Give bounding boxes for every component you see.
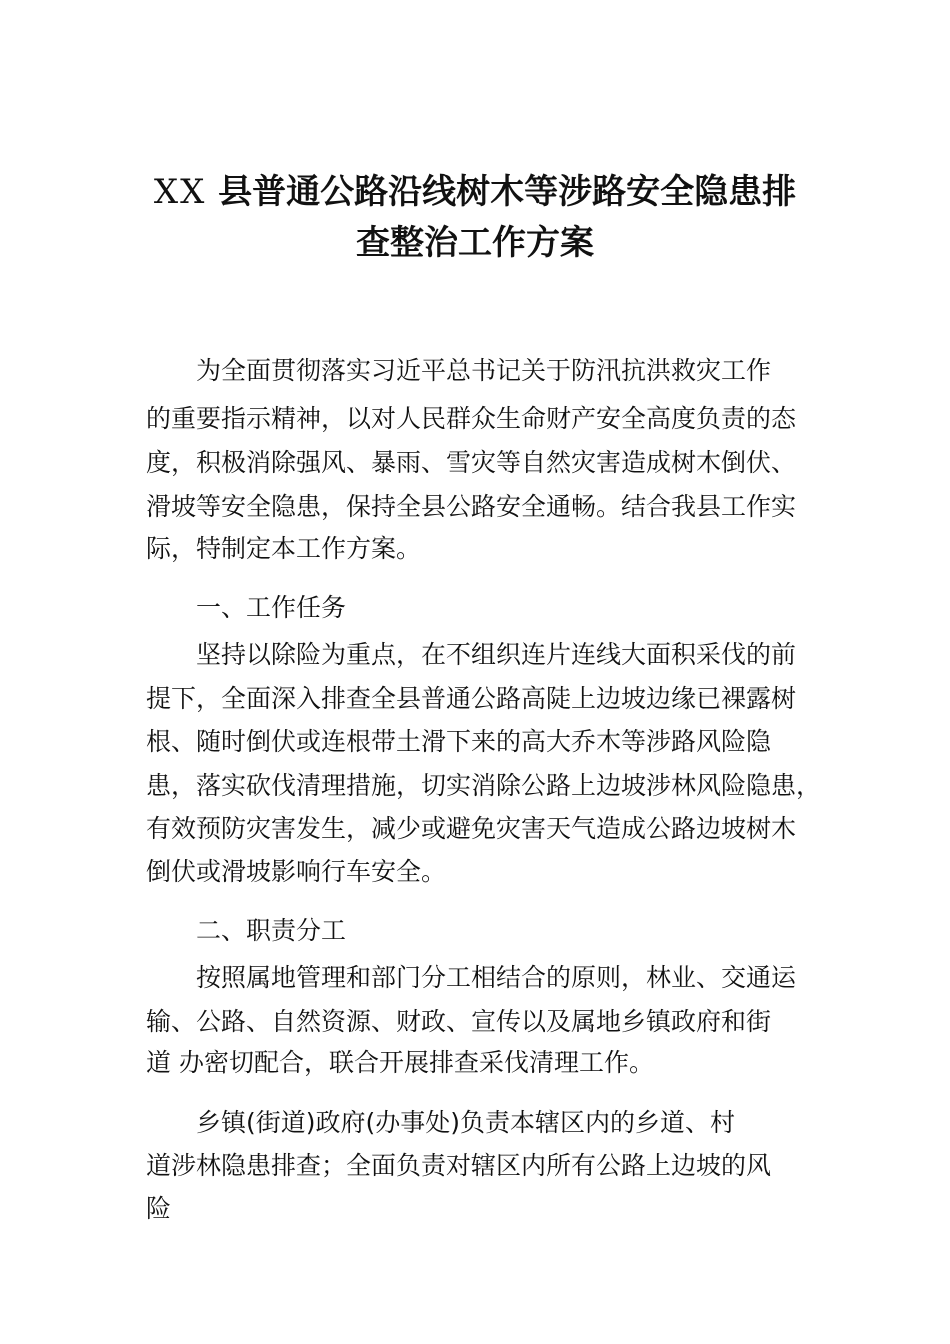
section-2-p2-line-2: 道涉林隐患排查；全面负责对辖区内所有公路上边坡的风	[146, 1151, 772, 1180]
document-title-line-1	[100, 166, 850, 218]
intro-line-4: 滑坡等安全隐患，保持全县公路安全通畅。结合我县工作实	[146, 492, 797, 521]
intro-line-1: 为全面贯彻落实习近平总书记关于防汛抗洪救灾工作	[196, 356, 772, 385]
document-title-line-2: 查整治工作方案	[356, 223, 594, 263]
section-1-line-5: 有效预防灾害发生，减少或避免灾害天气造成公路边坡树木	[146, 814, 797, 843]
section-1-line-1: 坚持以除险为重点，在不组织连片连线大面积采伐的前	[196, 640, 797, 669]
intro-line-2: 的重要指示精神，以对人民群众生命财产安全高度负责的态	[146, 404, 797, 433]
title-line-1-text: 县普通公路沿线树木等涉路安全隐患排	[206, 172, 797, 212]
section-1-line-2: 提下，全面深入排查全县普通公路高陡上边坡边缘已裸露树	[146, 684, 797, 713]
section-2-p1-line-2: 输、公路、自然资源、财政、宣传以及属地乡镇政府和街	[146, 1007, 772, 1036]
section-1-heading: 一、工作任务	[196, 593, 347, 622]
section-2-p2-line-3: 险	[146, 1194, 172, 1223]
section-1-line-4: 患，落实砍伐清理措施，切实消除公路上边坡涉林风险隐患，	[146, 771, 822, 800]
section-1-line-3: 根、随时倒伏或连根带土滑下来的高大乔木等涉路风险隐	[146, 727, 772, 756]
section-2-p1-line-1: 按照属地管理和部门分工相结合的原则，林业、交通运	[196, 963, 797, 992]
section-2-heading: 二、职责分工	[196, 916, 347, 945]
section-1-line-6: 倒伏或滑坡影响行车安全。	[146, 857, 447, 886]
section-2-p1-line-3: 道 办密切配合，联合开展排查采伐清理工作。	[146, 1048, 654, 1077]
intro-line-3: 度，积极消除强风、暴雨、雪灾等自然灾害造成树木倒伏、	[146, 448, 797, 477]
section-2-p2-line-1: 乡镇(街道)政府(办事处)负责本辖区内的乡道、村	[196, 1108, 736, 1137]
title-county-placeholder: XX	[153, 172, 207, 212]
intro-line-5: 际，特制定本工作方案。	[146, 534, 422, 563]
